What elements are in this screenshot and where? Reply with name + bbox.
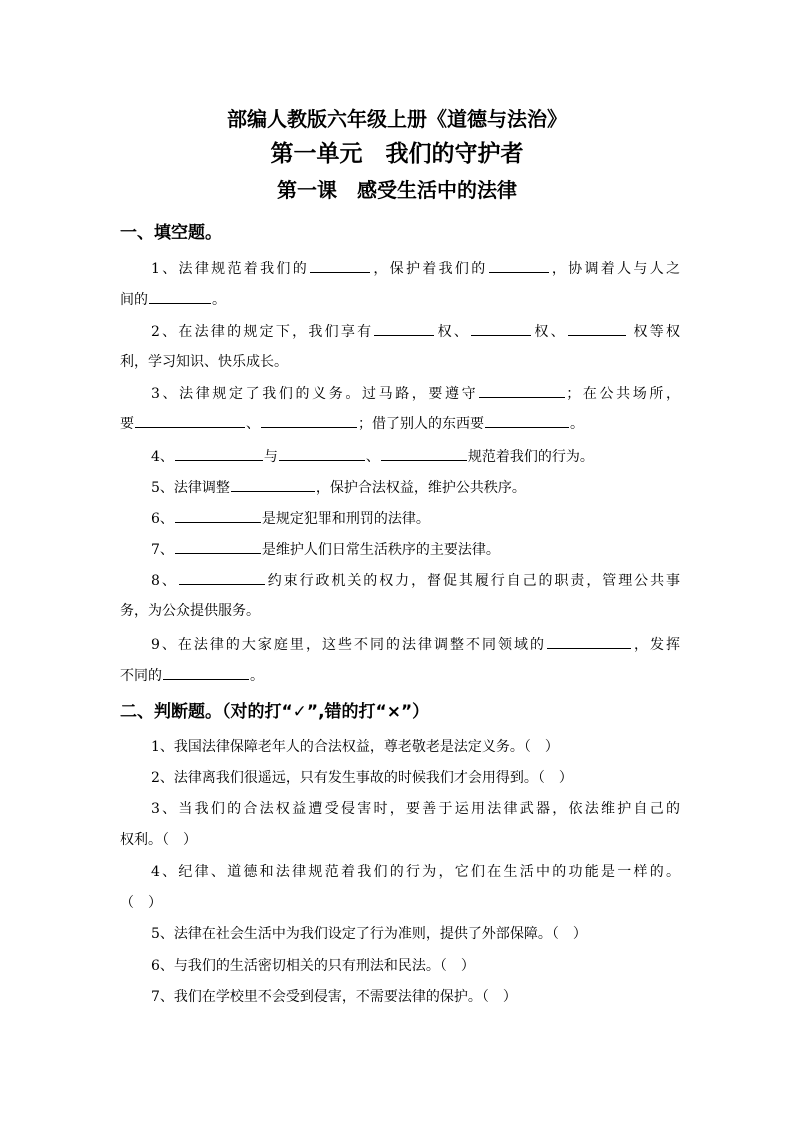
question-text: 。 xyxy=(570,416,584,432)
answer-blank[interactable] xyxy=(231,477,315,492)
lesson-title: 第一课 感受生活中的法律 xyxy=(277,178,517,202)
question-text: 要 xyxy=(120,416,134,432)
question-1-line-1 xyxy=(120,258,680,279)
question-2-line-2: 利，学习知识、快乐成长。 xyxy=(120,354,288,370)
answer-blank[interactable] xyxy=(261,413,357,428)
question-text: 2、在法律的规定下，我们享有 xyxy=(151,324,374,340)
answer-blank[interactable] xyxy=(485,413,569,428)
question-text: ；借了别人的东西要 xyxy=(358,416,484,432)
answer-blank[interactable] xyxy=(547,634,631,649)
question-text: 。 xyxy=(250,668,264,684)
section-heading-fill-in: 一、填空题。 xyxy=(120,223,222,243)
judgment-item-4-line-1: 4、纪律、道德和法律规范着我们的行为，它们在生活中的功能是一样的。 xyxy=(151,864,680,880)
question-text: ；在公共场所， xyxy=(566,386,681,402)
question-text: ，协调着人与人之 xyxy=(549,261,681,277)
answer-blank[interactable] xyxy=(179,570,265,585)
question-text: 是规定犯罪和刑罚的法律。 xyxy=(261,511,430,527)
answer-blank[interactable] xyxy=(149,289,211,304)
judgment-item-1: 1、我国法律保障老年人的合法权益，尊老敬老是法定义务。（ ） xyxy=(151,739,559,755)
question-text: 是维护人们日常生活秩序的主要法律。 xyxy=(261,542,500,558)
question-text: 5、法律调整 xyxy=(151,480,230,496)
judgment-item-6: 6、与我们的生活密切相关的只有刑法和民法。（ ） xyxy=(151,958,475,974)
question-text: 6、 xyxy=(151,511,174,527)
answer-blank[interactable] xyxy=(568,321,626,336)
answer-blank[interactable] xyxy=(489,258,549,273)
question-text: 。 xyxy=(212,292,226,308)
question-5 xyxy=(120,477,680,498)
question-4 xyxy=(120,446,680,467)
question-text: 不同的 xyxy=(120,668,162,684)
judgment-item-4-line-2: （ ） xyxy=(120,895,162,911)
question-2-line-1 xyxy=(120,321,680,342)
question-6 xyxy=(120,508,680,529)
judgment-item-3-line-1: 3、当我们的合法权益遭受侵害时，要善于运用法律武器，依法维护自己的 xyxy=(151,801,680,817)
question-text: 权等权 xyxy=(626,324,680,340)
question-3-line-2 xyxy=(120,413,680,434)
answer-blank[interactable] xyxy=(310,258,370,273)
question-9-line-1 xyxy=(120,634,680,655)
question-text: 与 xyxy=(263,449,278,465)
question-8-line-2: 务，为公众提供服务。 xyxy=(120,603,260,619)
answer-blank[interactable] xyxy=(374,321,434,336)
question-text: 约束行政机关的权力，督促其履行自己的职责，管理公共事 xyxy=(265,573,680,589)
answer-blank[interactable] xyxy=(279,446,365,461)
question-7 xyxy=(120,539,680,560)
question-text: 4、 xyxy=(151,449,174,465)
answer-blank[interactable] xyxy=(135,413,245,428)
section-heading-true-false: 二、判断题。（对的打“✓”,错的打“×”） xyxy=(120,702,430,722)
question-text: 1、法律规范着我们的 xyxy=(151,261,310,277)
answer-blank[interactable] xyxy=(381,446,467,461)
judgment-item-3-line-2: 权利。（ ） xyxy=(120,832,197,848)
question-text: 9、在法律的大家庭里，这些不同的法律调整不同领域的 xyxy=(151,637,546,653)
judgment-item-2: 2、法律离我们很遥远，只有发生事故的时候我们才会用得到。（ ） xyxy=(151,770,573,786)
question-text: 规范着我们的行为。 xyxy=(467,449,594,465)
answer-blank[interactable] xyxy=(175,446,263,461)
question-text: 、 xyxy=(246,416,260,432)
textbook-title: 部编人教版六年级上册《道德与法治》 xyxy=(227,107,567,131)
question-text: 、 xyxy=(365,449,380,465)
unit-title: 第一单元 我们的守护者 xyxy=(270,141,524,167)
question-text: 间的 xyxy=(120,292,148,308)
question-text: 权、 xyxy=(435,324,471,340)
judgment-item-5: 5、法律在社会生活中为我们设定了行为准则，提供了外部保障。（ ） xyxy=(151,926,587,942)
question-text: 8、 xyxy=(151,573,178,589)
answer-blank[interactable] xyxy=(163,665,249,680)
answer-blank[interactable] xyxy=(175,508,261,523)
question-text: 权、 xyxy=(532,324,567,340)
answer-blank[interactable] xyxy=(479,383,565,398)
question-text: ，发挥 xyxy=(632,637,681,653)
question-1-line-2 xyxy=(120,289,680,310)
answer-blank[interactable] xyxy=(175,539,261,554)
question-3-line-1 xyxy=(120,383,680,404)
question-8-line-1 xyxy=(120,570,680,591)
question-text: ，保护合法权益，维护公共秩序。 xyxy=(315,480,526,496)
question-text: 3、法律规定了我们的义务。过马路，要遵守 xyxy=(151,386,479,402)
question-text: ，保护着我们的 xyxy=(371,261,488,277)
question-text: 7、 xyxy=(151,542,174,558)
judgment-item-7: 7、我们在学校里不会受到侵害，不需要法律的保护。（ ） xyxy=(151,989,517,1005)
question-9-line-2 xyxy=(120,665,680,686)
answer-blank[interactable] xyxy=(471,321,531,336)
